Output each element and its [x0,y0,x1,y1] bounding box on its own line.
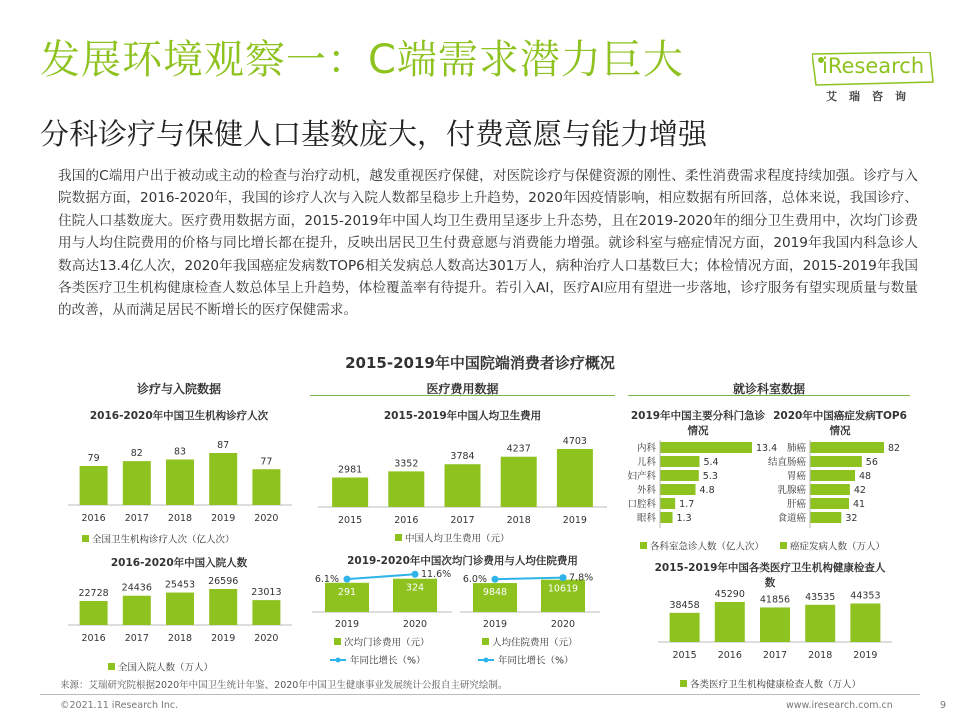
growth-label: 6.1% [314,574,339,586]
chart-percapita [310,425,615,550]
tick-label: 2020 [550,619,576,630]
logo-cn: 艾瑞咨询 [826,90,918,103]
data-label: 41 [853,499,866,510]
chart-checkup [650,585,900,690]
section-header-cost [310,380,615,397]
legend-label: 人均住院费用（元） [492,637,578,649]
bar [810,498,849,509]
data-label: 3784 [450,451,475,463]
legend-label: 全国卫生机构诊疗人次（亿人次） [92,534,235,546]
data-label: 291 [337,586,357,598]
data-label: 2981 [338,464,363,476]
legend-label: 各科室急诊人数（亿人次） [650,541,765,553]
category-label: 外科 [636,485,656,496]
data-label: 324 [405,582,425,594]
tick-label: 2019 [853,650,878,661]
chart-dept-cancer-legend [628,538,918,554]
bar [660,512,673,523]
data-label: 82 [888,443,901,454]
data-label: 56 [865,457,878,468]
tick-label: 2019 [211,513,236,524]
bar [810,442,884,453]
iresearch-logo [812,52,937,110]
legend-swatch [482,638,489,645]
growth-point [560,574,567,581]
bar [80,466,108,505]
legend-swatch [108,663,115,670]
legend-label: 次均门诊费用（元） [344,637,430,649]
legend-label: 年同比增长（%） [350,655,426,667]
chart-admissions [60,570,300,675]
bar [445,464,481,507]
legend-label: 全国入院人数（万人） [118,662,214,674]
tick-label: 2017 [124,633,149,644]
growth-line [347,574,415,579]
growth-point [344,576,351,583]
legend-label: 癌症发病人数（万人） [790,541,886,553]
data-label: 1.7 [679,499,695,510]
growth-label: 6.0% [462,574,487,586]
legend-swatch [395,534,402,541]
page-number: 9 [940,700,947,711]
tick-label: 2017 [124,513,149,524]
bar [715,602,745,642]
copyright: ©2021.11 iResearch Inc. [60,700,179,711]
tick-label: 2016 [717,650,742,661]
category-label: 内科 [636,443,656,454]
bar [123,461,151,505]
page-subtitle: 分科诊疗与保健人口基数庞大，付费意愿与能力增强 [40,117,708,151]
tick-label: 2020 [254,633,279,644]
bar [810,484,850,495]
legend-swatch [780,542,787,549]
category-label: 儿科 [636,457,656,468]
section-header-visits [60,380,298,397]
data-label: 9848 [482,587,508,599]
data-label: 79 [87,453,100,464]
chart-title-cost: 2019-2020年中国次均门诊费用与人均住院费用 [347,555,578,567]
growth-point [492,576,499,583]
website-link[interactable]: www.iresearch.com.cn [786,700,893,711]
chart-title-cancer: 2020年中国癌症发病TOP6情况 [773,410,907,437]
body-paragraph: 我国的C端用户出于被动或主动的检查与治疗动机，越发重视医疗保健，对医院诊疗与保健资源的刚性、柔性消费需求程度持续加强。诊疗与入院数据方面，2016-2020年，我国的诊疗人次与入院人数都呈稳步上升趋势，2020年因疫情影响，相应数据有所回落，总体来说，我国诊疗、住院人口基数庞大。医疗费用数据方面，2015-2019年中国人均卫生费用呈逐步上升态势，且在2019-2020年的细分卫生费用中，次均门诊费用与人均住院费用的价格与同比增长都在提升，反映出居民卫生付费意愿与消费能力增强。就诊科室与癌症情况方面，2019年我国内科急诊人数高达13.4亿人次，2020年我国癌症发病数TOP6相关发病总人数高达301万人，病种治疗人口基数巨大；体检情况方面，2015-2019年我国各类医疗卫生机构健康检查人数总体呈上升趋势，体检覆盖率有待提升。若引入AI，医疗AI应用有望进一步落地，诊疗服务有望实现质量与数量的改善，从而满足居民不断增长的医疗保健需求。 [58,168,918,319]
chart-visits [60,425,300,550]
data-label: 44353 [850,590,881,602]
data-label: 5.4 [703,457,719,468]
data-label: 25453 [164,579,196,591]
chart-title-visits: 2016-2020年中国卫生机构诊疗人次 [89,410,269,422]
tick-label: 2019 [562,515,587,526]
bar [850,603,880,642]
tick-label: 2018 [167,633,193,644]
page-title: 发展环境观察一：C端需求潜力巨大 [40,37,684,83]
data-label: 23013 [251,587,282,599]
chart-cost [300,568,625,673]
bar [388,471,424,507]
bar [252,469,280,505]
category-label: 食道癌 [777,513,806,524]
tick-label: 2018 [167,513,193,524]
bar [660,442,752,453]
data-label: 83 [173,446,187,458]
data-label: 82 [130,448,143,460]
bar [670,613,700,642]
bar [660,456,699,467]
section-label: 诊疗与入院数据 [136,382,221,396]
bar [80,601,108,625]
tick-label: 2018 [506,515,531,526]
data-label: 22728 [78,588,109,600]
data-label: 4.8 [699,485,715,496]
bar [810,512,841,523]
bar [760,607,790,642]
category-label: 妇产科 [627,471,656,482]
data-label: 32 [845,513,858,524]
bar [660,498,675,509]
tick-label: 2015 [338,515,363,526]
data-label: 48 [858,471,872,482]
bar [810,470,855,481]
category-label: 眼科 [636,513,656,524]
data-label: 3352 [394,458,419,470]
data-label: 26596 [208,576,239,587]
data-label: 10619 [547,583,579,595]
data-label: 4703 [562,436,587,447]
legend-line-marker [336,658,341,663]
bar [660,484,696,495]
legend-line-marker [484,658,489,663]
legend-swatch [680,680,687,687]
growth-line [495,578,563,580]
legend-label: 各类医疗卫生机构健康检查人数（万人） [690,679,862,690]
bar [209,589,237,625]
category-label: 口腔科 [627,499,656,510]
legend-swatch [82,535,89,542]
bar [123,596,151,625]
tick-label: 2019 [334,619,360,630]
tick-label: 2017 [450,515,475,526]
chart-title-admissions: 2016-2020年中国入院人数 [110,557,248,569]
data-label: 41856 [759,594,791,606]
legend-label: 年同比增长（%） [498,655,574,667]
tick-label: 2019 [482,619,508,630]
bar [557,449,593,507]
data-label: 13.4 [756,443,778,454]
bar [166,460,194,506]
data-label: 1.3 [676,513,692,524]
data-label: 24436 [121,582,152,594]
growth-label: 11.6% [421,569,452,581]
chart-title-percapita: 2015-2019年中国人均卫生费用 [383,410,542,422]
category-label: 胃癌 [786,471,806,482]
data-label: 5.3 [702,471,718,482]
section-header-dept [628,380,910,397]
data-label: 77 [260,456,273,468]
bar [166,593,194,625]
legend-label: 中国人均卫生费用（元） [405,533,510,545]
bar [209,453,237,505]
tick-label: 2015 [672,650,697,661]
bar [332,478,368,507]
growth-point [412,571,419,578]
tick-label: 2016 [394,515,419,526]
source-note: 来源：艾瑞研究院根据2020年中国卫生统计年鉴、2020年中国卫生健康事业发展统计公报自主研究绘制。 [60,680,508,691]
bar [252,600,280,625]
growth-label: 7.8% [569,572,594,584]
category-label: 乳腺癌 [777,485,806,496]
bar [660,470,699,481]
panel-title: 2015-2019年中国院端消费者诊疗概况 [345,354,615,372]
tick-label: 2017 [762,650,788,661]
category-label: 结直肠癌 [767,457,806,468]
data-label: 4237 [506,443,531,455]
tick-label: 2016 [81,513,106,524]
bar [805,605,835,642]
legend-swatch [640,542,647,549]
footer-divider [40,694,920,695]
category-label: 肝癌 [786,499,806,510]
tick-label: 2019 [211,633,236,644]
section-label: 就诊科室数据 [732,382,805,396]
bar [810,456,862,467]
tick-label: 2020 [402,619,428,630]
tick-label: 2020 [254,513,279,524]
section-label: 医疗费用数据 [426,382,499,396]
data-label: 38458 [669,599,700,611]
legend-swatch [334,638,341,645]
data-label: 42 [853,485,866,496]
chart-title-checkup: 2015-2019年中国各类医疗卫生机构健康检查人数 [654,562,886,589]
tick-label: 2018 [808,650,833,661]
chart-title-dept: 2019年中国主要分科门急诊情况 [630,410,766,437]
data-label: 87 [217,440,230,451]
data-label: 43535 [805,591,836,603]
data-label: 45290 [714,589,745,600]
logo-text: iResearch [822,54,925,78]
tick-label: 2016 [81,633,106,644]
bar [501,457,537,507]
category-label: 肺癌 [786,443,806,454]
